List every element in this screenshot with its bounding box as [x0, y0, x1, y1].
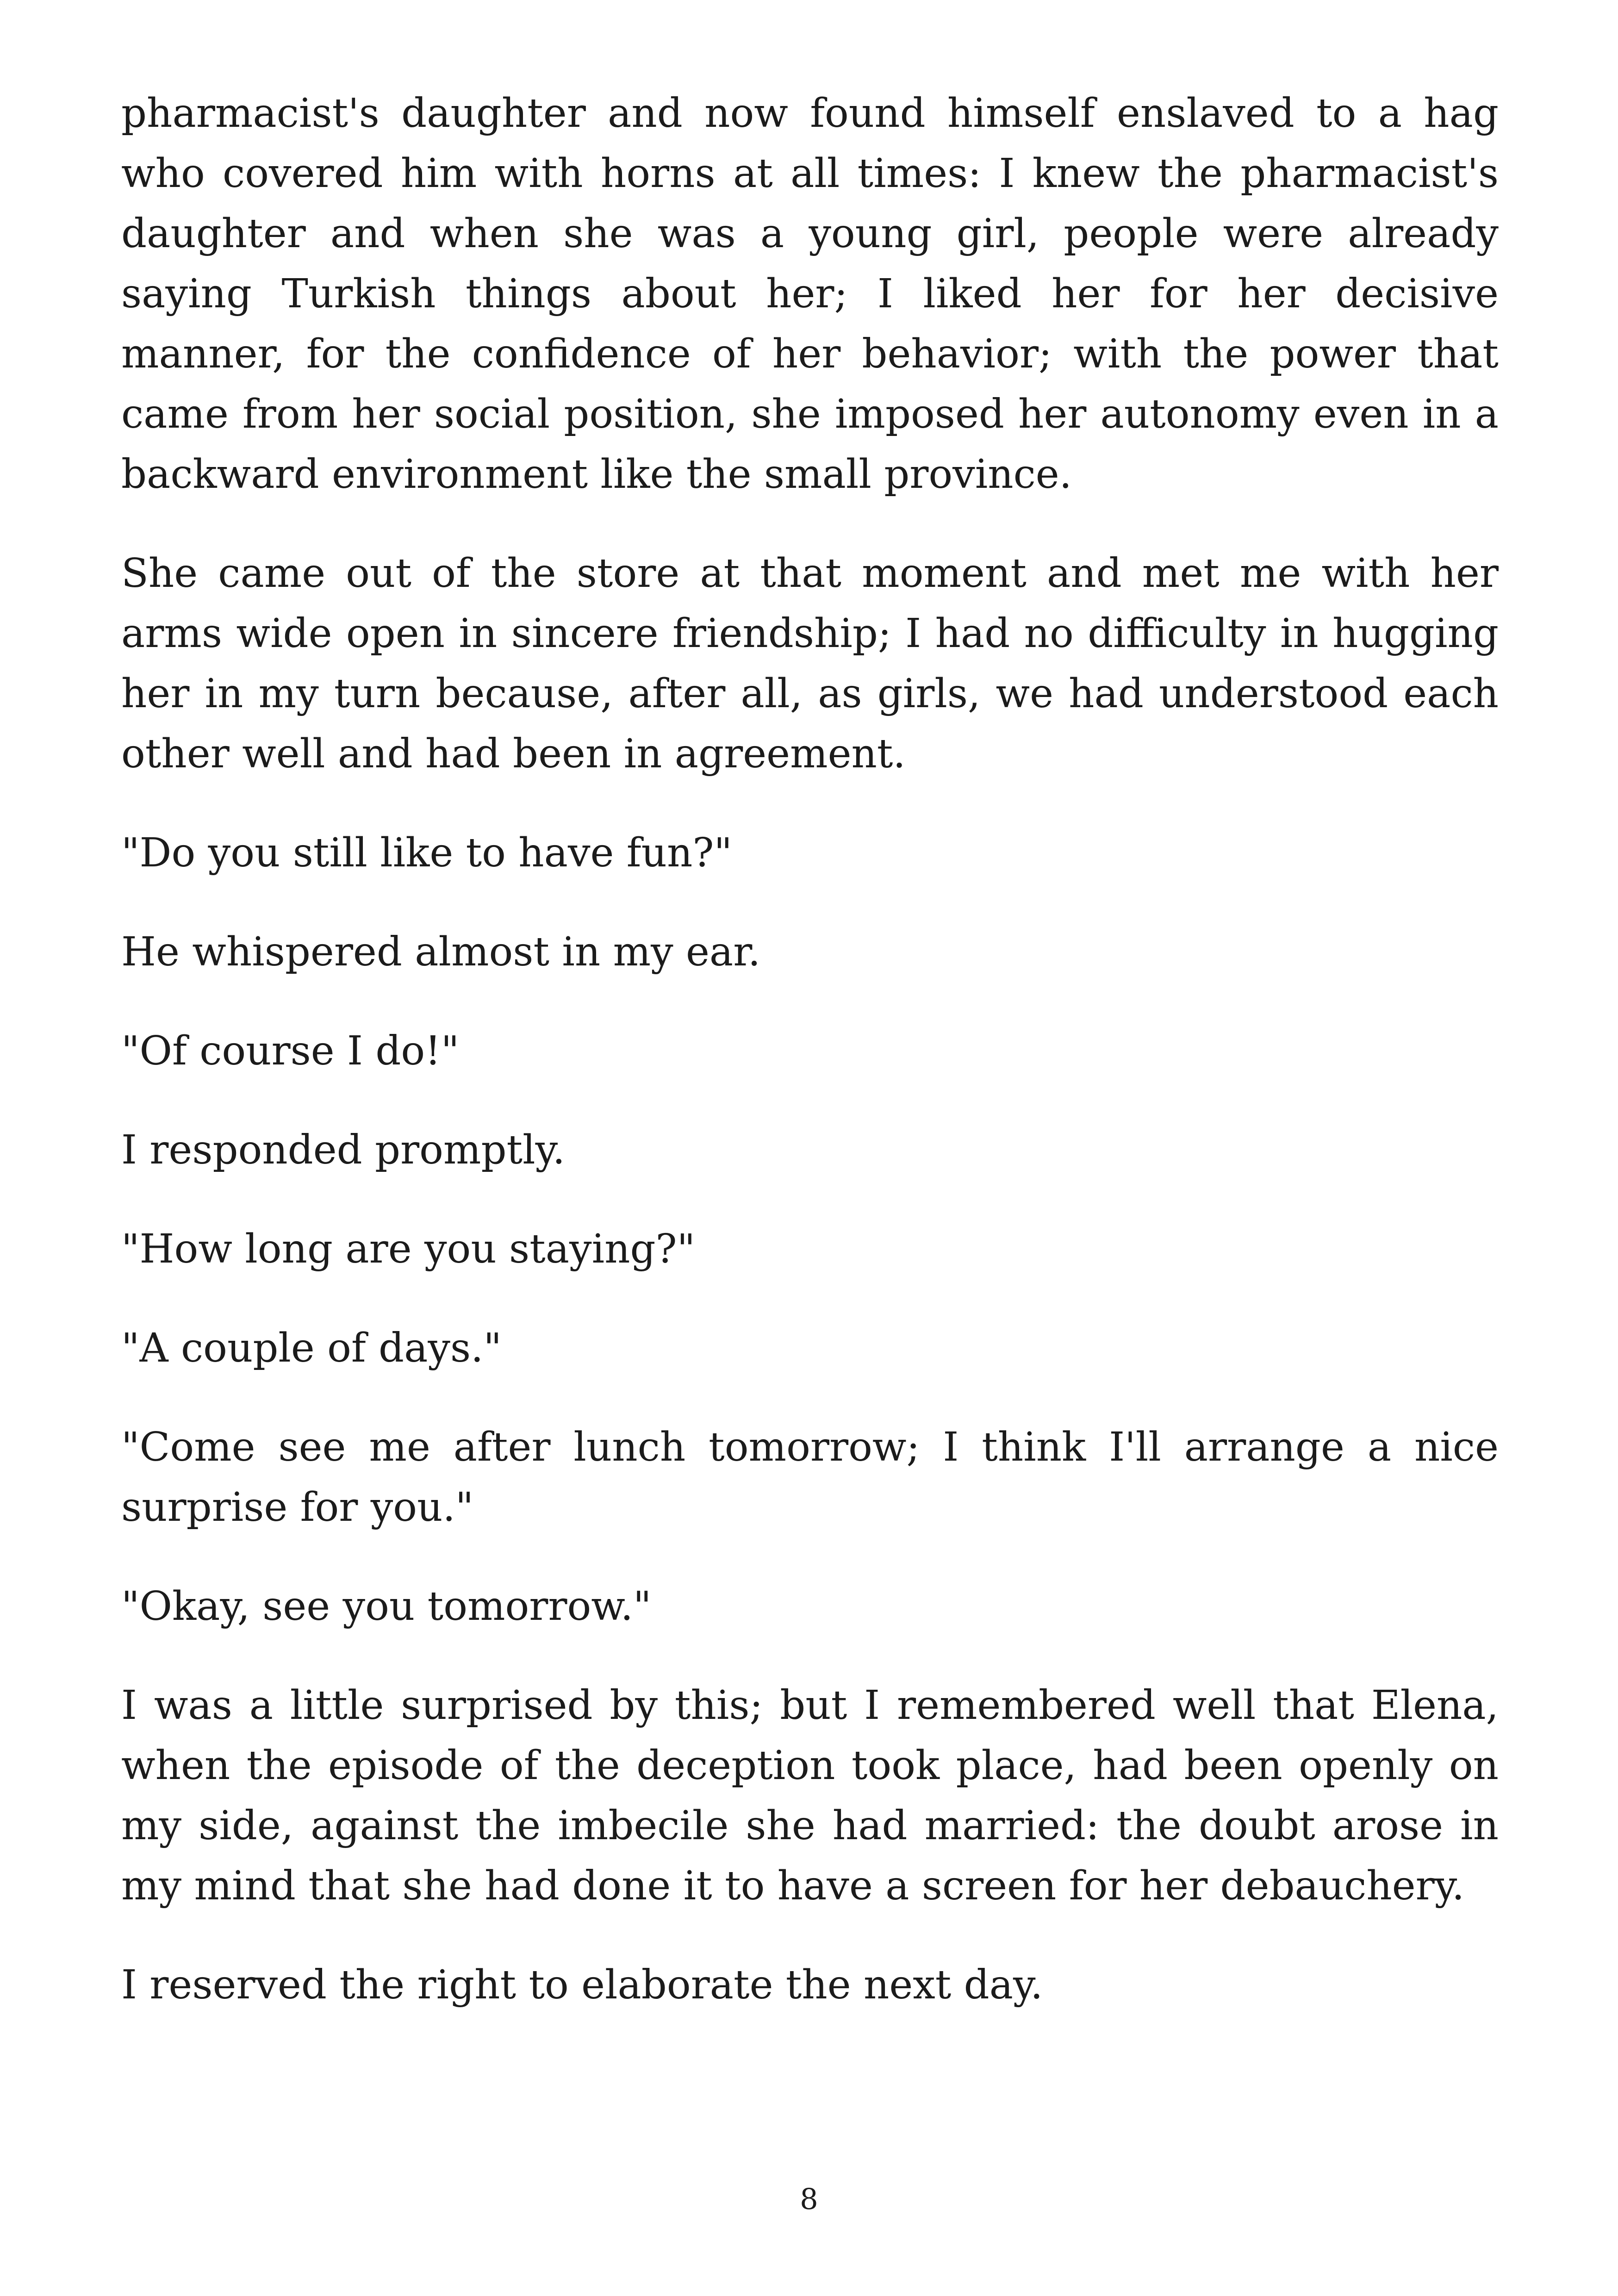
paragraph: "A couple of days." — [121, 1325, 502, 1371]
paragraph: She came out of the store at that moment and met me with her arms wide open in sincere friendship; I had no difficulty in hugging her in my turn because, after all, as girls, we had understood each other well and had been in agreement. — [121, 550, 1499, 777]
text-body — [121, 83, 1499, 2054]
paragraph: "Come see me after lunch tomorrow; I think I'll arrange a nice surprise for you." — [121, 1424, 1499, 1531]
paragraph: "Of course I do!" — [121, 1028, 460, 1074]
paragraph: pharmacist's daughter and now found himself enslaved to a hag who covered him with horns at all times: I knew the pharmacist's daughter and when she was a young girl, people were already saying Turkish things about her; I liked her for her decisive manner, for the confidence of her behavior; with the power that came from her social position, she imposed her autonomy even in a backward environment like the small province. — [121, 90, 1499, 498]
page-number: 8 — [800, 2182, 818, 2216]
paragraph: I was a little surprised by this; but I remembered well that Elena, when the episode of the deception took place, had been openly on my side, against the imbecile she had married: the doubt arose in my mind that she had done it to have a screen for her debauchery. — [121, 1682, 1499, 1909]
paragraph: I responded promptly. — [121, 1127, 566, 1173]
paragraph: I reserved the right to elaborate the next day. — [121, 1962, 1043, 2008]
paragraph: He whispered almost in my ear. — [121, 929, 761, 975]
paragraph: "Okay, see you tomorrow." — [121, 1583, 652, 1630]
paragraph: "Do you still like to have fun?" — [121, 830, 733, 876]
paragraph: "How long are you staying?" — [121, 1226, 696, 1272]
